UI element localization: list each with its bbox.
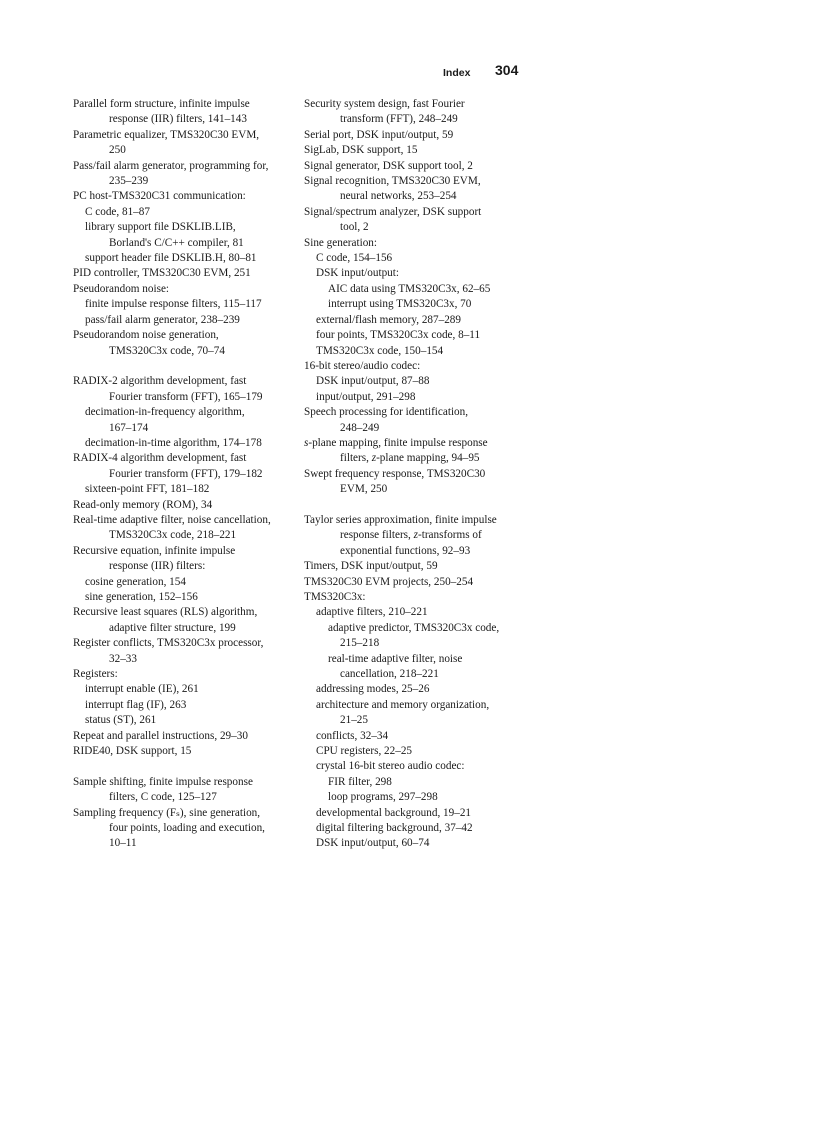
index-subentry: TMS320C3x code, 150–154	[316, 344, 444, 357]
index-subentry: neural networks, 253–254	[340, 190, 457, 203]
index-subentry: adaptive predictor, TMS320C3x code,	[328, 621, 500, 634]
index-subentry: crystal 16-bit stereo audio codec:	[316, 760, 465, 773]
index-entry: Security system design, fast Fourier	[304, 98, 465, 110]
index-subentry: exponential functions, 92–93	[340, 544, 471, 557]
index-subentry: AIC data using TMS320C3x, 62–65	[328, 282, 491, 295]
index-subentry: finite impulse response filters, 115–117	[85, 298, 262, 311]
index-subentry: 32–33	[109, 652, 137, 665]
index-subentry: conflicts, 32–34	[316, 729, 389, 742]
index-subentry: digital filtering background, 37–42	[316, 822, 473, 835]
index-subentry: response (IIR) filters, 141–143	[109, 113, 247, 126]
index-entry: RADIX-4 algorithm development, fast	[73, 452, 247, 465]
index-subentry: C code, 81–87	[85, 205, 150, 218]
index-subentry: Fourier transform (FFT), 179–182	[109, 467, 263, 480]
index-subentry: FIR filter, 298	[328, 775, 392, 788]
index-subentry: library support file DSKLIB.LIB,	[85, 221, 236, 234]
index-entry: Swept frequency response, TMS320C30	[304, 467, 486, 480]
index-entry: Timers, DSK input/output, 59	[304, 560, 438, 573]
index-column-left	[73, 97, 301, 852]
index-entry: Real-time adaptive filter, noise cancellation,	[73, 513, 271, 526]
index-subentry: TMS320C3x code, 218–221	[109, 529, 237, 542]
index-subentry: pass/fail alarm generator, 238–239	[85, 313, 240, 326]
index-entry: Pseudorandom noise generation,	[73, 329, 219, 342]
index-subentry: transform (FFT), 248–249	[340, 113, 458, 126]
running-header	[0, 62, 816, 82]
index-subentry: input/output, 291–298	[316, 390, 416, 403]
index-subentry: 248–249	[340, 421, 380, 434]
index-entry: Signal generator, DSK support tool, 2	[304, 159, 473, 172]
index-entry: Pass/fail alarm generator, programming for,	[73, 159, 269, 172]
section-gap	[73, 359, 301, 374]
index-entry: Signal/spectrum analyzer, DSK support	[304, 205, 482, 218]
index-subentry: C code, 154–156	[316, 252, 393, 265]
index-entry: Recursive equation, infinite impulse	[73, 544, 236, 557]
index-subentry: DSK input/output, 87–88	[316, 375, 430, 388]
index-subentry: sine generation, 152–156	[85, 590, 198, 603]
index-entry: s-plane mapping, finite impulse response	[304, 436, 488, 449]
page-number: 304	[495, 62, 519, 78]
index-entry: Parallel form structure, infinite impulse	[73, 98, 250, 110]
index-entry: RIDE40, DSK support, 15	[73, 745, 192, 758]
index-entry: 16-bit stereo/audio codec:	[304, 359, 421, 372]
index-entry: Taylor series approximation, finite impulse	[304, 513, 497, 526]
index-column-right	[304, 97, 529, 852]
index-subentry: 235–239	[109, 175, 149, 188]
index-entry: Pseudorandom noise:	[73, 282, 170, 295]
index-subentry: four points, TMS320C3x code, 8–11	[316, 329, 481, 342]
index-entry: Sample shifting, finite impulse response	[73, 775, 253, 788]
index-subentry: Fourier transform (FFT), 165–179	[109, 390, 263, 403]
index-subentry: tool, 2	[340, 221, 369, 234]
index-entry: Read-only memory (ROM), 34	[73, 498, 213, 511]
index-subentry: architecture and memory organization,	[316, 698, 490, 711]
index-entry: SigLab, DSK support, 15	[304, 144, 418, 157]
index-subentry: 215–218	[340, 637, 380, 650]
index-subentry: response filters, z-transforms of	[340, 529, 482, 542]
index-subentry: sixteen-point FFT, 181–182	[85, 483, 210, 496]
index-subentry: EVM, 250	[340, 483, 388, 496]
index-subentry: DSK input/output, 60–74	[316, 837, 430, 850]
index-entry: Register conflicts, TMS320C3x processor,	[73, 637, 264, 650]
index-entry: PID controller, TMS320C30 EVM, 251	[73, 267, 251, 280]
index-subentry: adaptive filters, 210–221	[316, 606, 428, 619]
index-subentry: adaptive filter structure, 199	[109, 621, 236, 634]
index-entry: TMS320C30 EVM projects, 250–254	[304, 575, 474, 588]
section-gap	[73, 759, 301, 774]
section-gap	[304, 498, 529, 513]
index-subentry: four points, loading and execution,	[109, 822, 265, 835]
index-entry: Signal recognition, TMS320C30 EVM,	[304, 175, 481, 188]
index-subentry: filters, C code, 125–127	[109, 791, 217, 804]
index-subentry: support header file DSKLIB.H, 80–81	[85, 252, 257, 265]
header-label: Index	[443, 67, 471, 79]
index-subentry: 167–174	[109, 421, 149, 434]
index-subentry: developmental background, 19–21	[316, 806, 472, 819]
index-subentry: response (IIR) filters:	[109, 560, 206, 573]
index-subentry: TMS320C3x code, 70–74	[109, 344, 225, 357]
index-entry: Sampling frequency (Fₛ), sine generation,	[73, 806, 261, 819]
index-entry: Sine generation:	[304, 236, 378, 249]
index-subentry: filters, z-plane mapping, 94–95	[340, 452, 480, 465]
index-subentry: external/flash memory, 287–289	[316, 313, 461, 326]
index-entry: RADIX-2 algorithm development, fast	[73, 375, 247, 388]
index-entry: Recursive least squares (RLS) algorithm,	[73, 606, 258, 619]
index-subentry: decimation-in-frequency algorithm,	[85, 406, 245, 419]
index-entry: Registers:	[73, 668, 118, 681]
index-subentry: interrupt flag (IF), 263	[85, 698, 187, 711]
index-subentry: cancellation, 218–221	[340, 668, 439, 681]
index-subentry: status (ST), 261	[85, 714, 157, 727]
index-subentry: interrupt using TMS320C3x, 70	[328, 298, 472, 311]
index-subentry: loop programs, 297–298	[328, 791, 438, 804]
index-subentry: Borland's C/C++ compiler, 81	[109, 236, 244, 249]
index-subentry: CPU registers, 22–25	[316, 745, 413, 758]
index-entry: Repeat and parallel instructions, 29–30	[73, 729, 248, 742]
index-subentry: interrupt enable (IE), 261	[85, 683, 199, 696]
index-subentry: decimation-in-time algorithm, 174–178	[85, 436, 262, 449]
index-subentry: real-time adaptive filter, noise	[328, 652, 463, 665]
index-entry: TMS320C3x:	[304, 590, 366, 603]
index-entry: Speech processing for identification,	[304, 406, 469, 419]
index-subentry: cosine generation, 154	[85, 575, 186, 588]
index-subentry: 250	[109, 144, 126, 157]
index-subentry: 10–11	[109, 837, 137, 850]
index-entry: PC host-TMS320C31 communication:	[73, 190, 246, 203]
index-entry: Parametric equalizer, TMS320C30 EVM,	[73, 128, 260, 141]
index-entry: Serial port, DSK input/output, 59	[304, 128, 454, 141]
index-subentry: addressing modes, 25–26	[316, 683, 430, 696]
index-subentry: 21–25	[340, 714, 368, 727]
index-subentry: DSK input/output:	[316, 267, 399, 280]
